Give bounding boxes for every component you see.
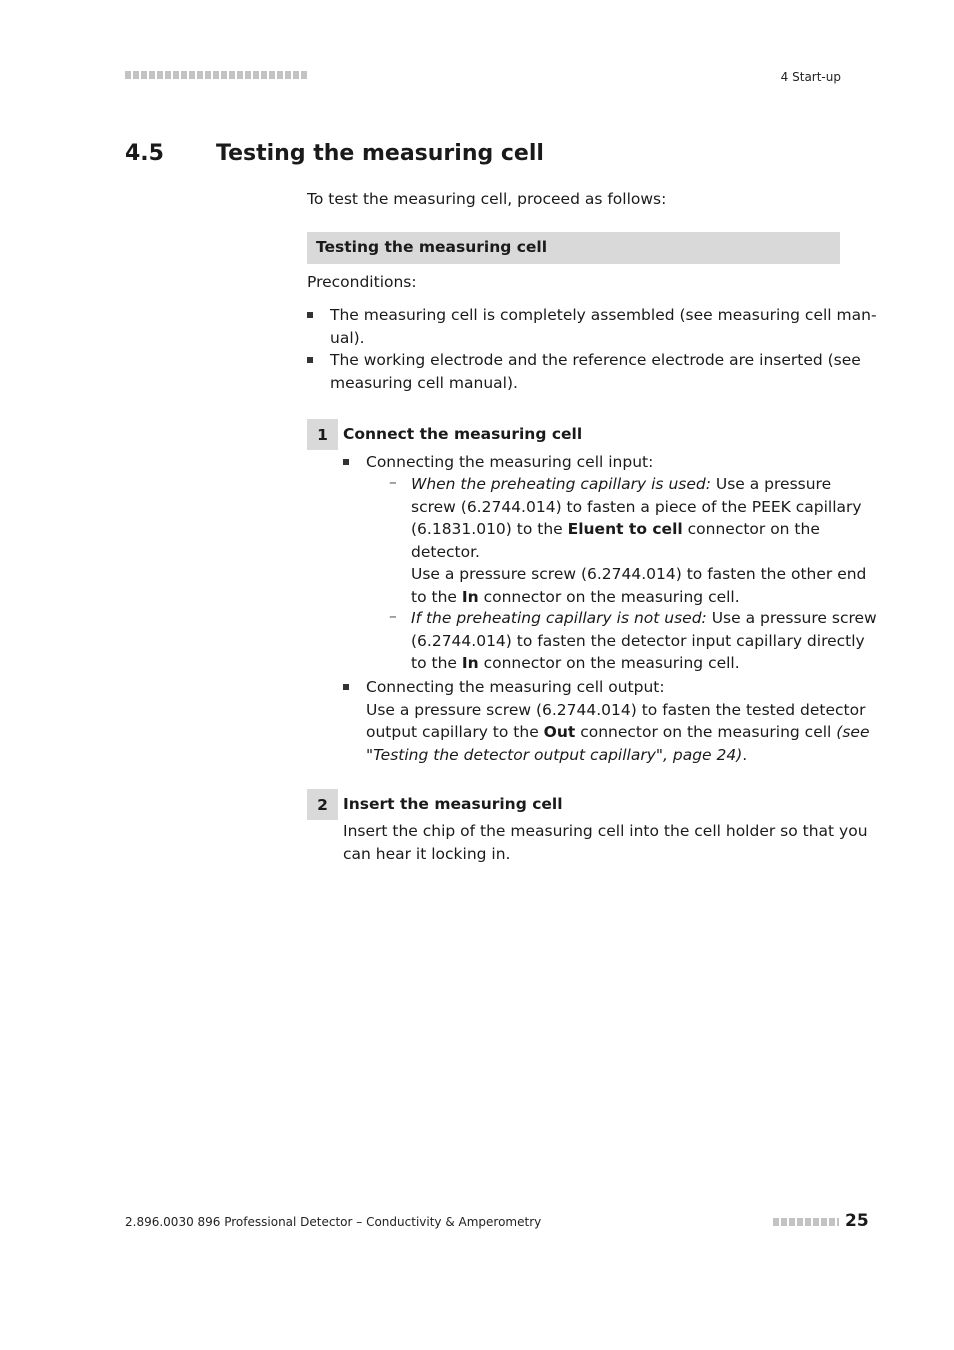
dash-icon: –: [389, 473, 397, 491]
step1-bullet-input: Connecting the measuring cell input:: [366, 453, 654, 471]
page-number: 25: [845, 1211, 869, 1231]
step1-bullet-output: Connecting the measuring cell output: Use a pressure screw (6.2744.014) to fasten the tested detector output capillary to the Out connector on the measuring cell (see "Testing the detector output capillary", page 24).: [366, 678, 870, 764]
procedure-box-title: Testing the measuring cell: [316, 238, 548, 256]
header-chapter: 4 Start-up: [780, 70, 841, 84]
footer-decoration: [773, 1218, 839, 1226]
cross-reference-link[interactable]: "Testing the detector output capillary", page 24): [366, 745, 743, 764]
step-title-1: Connect the measuring cell: [343, 425, 583, 443]
bullet-icon: [307, 357, 313, 363]
footer-document-title: 2.896.0030 896 Professional Detector – Conductivity & Amperometry: [125, 1215, 542, 1229]
header-decoration: [125, 71, 307, 79]
step2-text: Insert the chip of the measuring cell into the cell holder so that you can hear it locking in.: [343, 822, 868, 863]
step-number-1: 1: [307, 419, 338, 450]
dash-icon: –: [389, 607, 397, 625]
step1-dash-preheating-used: When the preheating capillary is used: Use a pressure screw (6.2744.014) to fasten a piece of the PEEK capillary (6.1831.010) to the Eluent to cell connector on the detector. Use a pressure screw (6.2744.014) to fasten the other end to the In connector on the measuring cell.: [411, 475, 867, 606]
precondition-item: The measuring cell is completely assembled (see measuring cell man- ual).: [330, 306, 877, 347]
bullet-icon: [343, 459, 349, 465]
bullet-icon: [343, 684, 349, 690]
preconditions-label: Preconditions:: [307, 273, 417, 291]
step1-dash-preheating-not-used: If the preheating capillary is not used: Use a pressure screw (6.2744.014) to fasten the detector input capillary directly to the In connector on the measuring cell.: [411, 609, 877, 672]
bullet-icon: [307, 312, 313, 318]
step-number-2: 2: [307, 789, 338, 820]
intro-text: To test the measuring cell, proceed as follows:: [307, 190, 667, 208]
section-title: Testing the measuring cell: [216, 141, 544, 166]
section-number: 4.5: [125, 141, 164, 166]
procedure-box: [307, 232, 840, 264]
precondition-item: The working electrode and the reference electrode are inserted (see measuring cell manual).: [330, 351, 861, 392]
step-title-2: Insert the measuring cell: [343, 795, 563, 813]
